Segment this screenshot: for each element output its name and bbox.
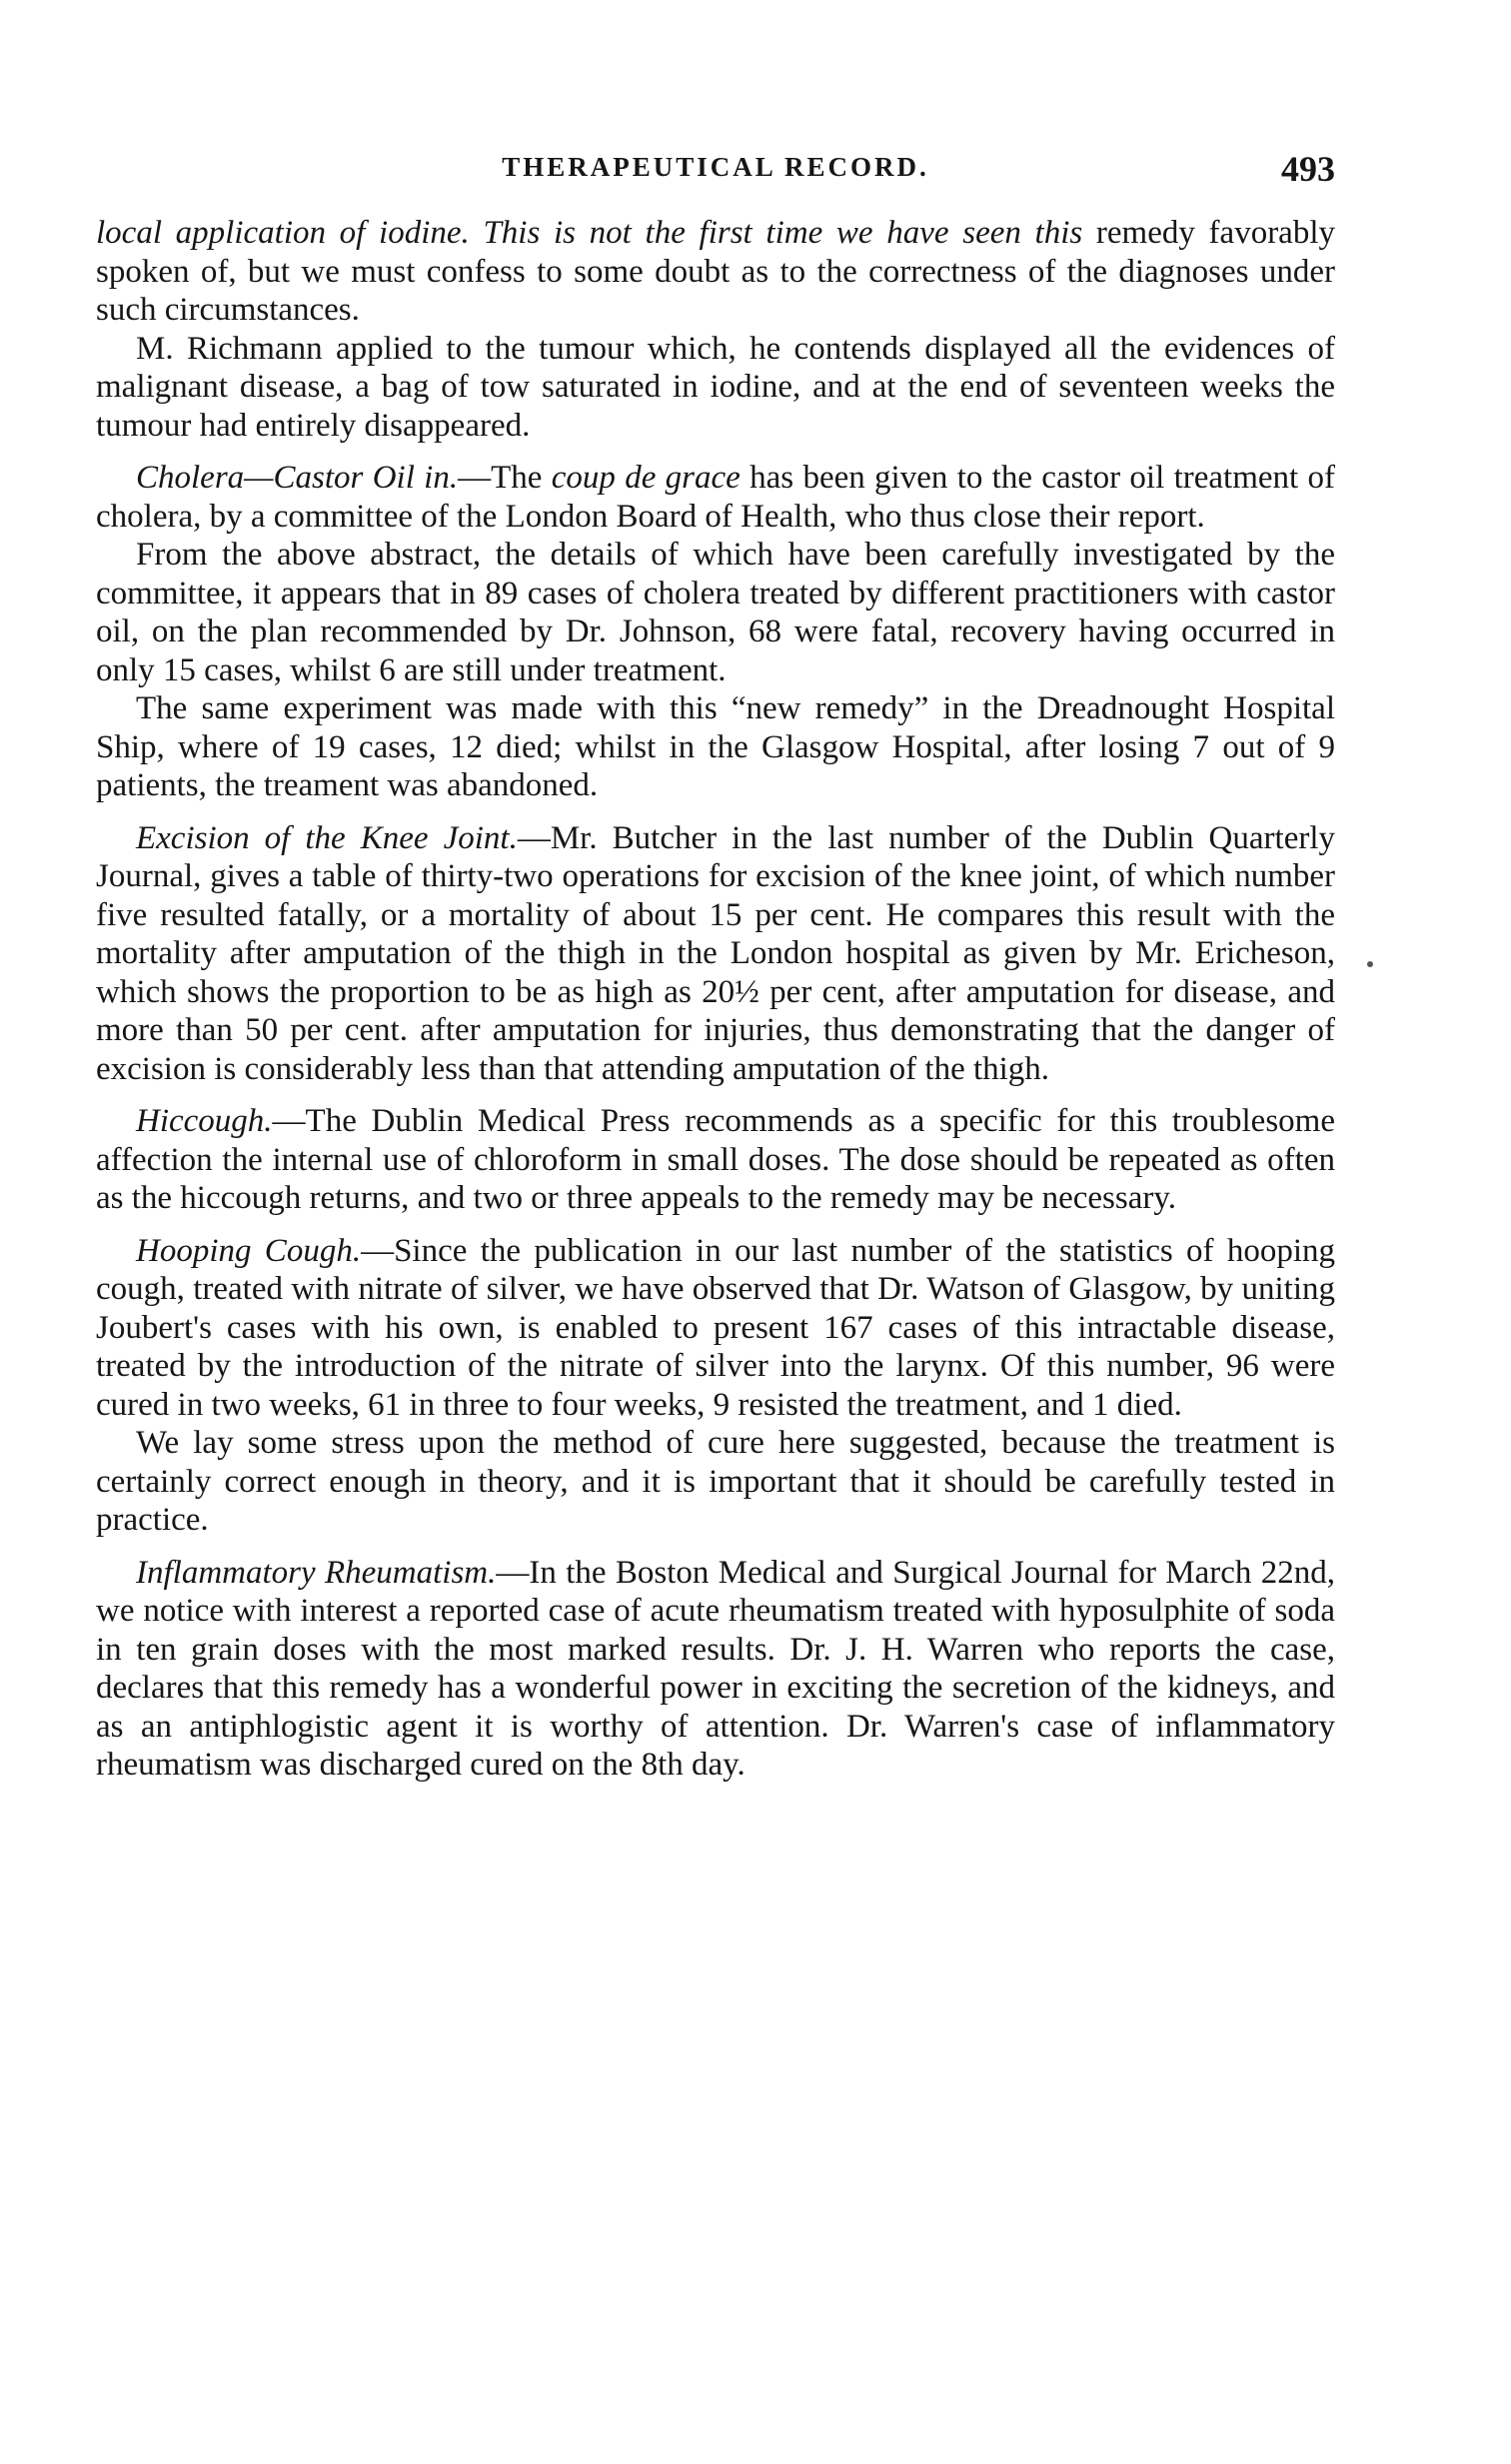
paragraph-rheumatism — [96, 1554, 1335, 1785]
cholera-heading: Cholera—Castor Oil in. — [136, 460, 459, 496]
hooping-heading: Hooping Cough. — [136, 1232, 362, 1269]
paragraph-hiccough — [96, 1102, 1335, 1218]
cholera-text: has been given to the castor oil treatment of cholera, by a committee of the London Board of Health, who thus close their report. — [96, 460, 1335, 535]
hiccough-text: —The Dublin Medical Press recommends as a specific for this troublesome affection the internal use of chloroform in small doses. The dose should be repeated as often as the hiccough returns, and two or three appeals to the remedy may be necessary. — [96, 1103, 1335, 1216]
rheumatism-heading: Inflammatory Rheumatism. — [136, 1554, 497, 1591]
paragraph-cholera-experiment — [96, 689, 1335, 805]
paragraph-knee-excision — [96, 819, 1335, 1089]
article-body — [96, 214, 1335, 1785]
cholera-abstract-text: From the above abstract, the details of which have been carefully investigated by the committee, it appears that in 89 cases of cholera treated by different practitioners with castor oil, on the plan recommended by Dr. Johnson, 68 were fatal, recovery having occurred in only 15 cases, whilst 6 are still under treatment. — [96, 537, 1335, 688]
paragraph-cholera-abstract — [96, 536, 1335, 689]
page-number: 493 — [1281, 149, 1335, 189]
cholera-dash: —The — [458, 460, 552, 496]
paragraph-hooping-cough — [96, 1232, 1335, 1425]
running-head — [96, 148, 1335, 188]
margin-dot — [1367, 961, 1373, 967]
knee-heading: Excision of the Knee Joint. — [136, 819, 518, 856]
paragraph-richmann — [96, 330, 1335, 446]
richmann-text: M. Richmann applied to the tumour which, he contends displayed all the evidences of malignant disease, a bag of tow saturated in iodine, and at the end of seventeen weeks the tumour had entirely disappeared. — [96, 330, 1335, 444]
hooping-stress-text: We lay some stress upon the method of cure here suggested, because the treatment is certainly correct enough in theory, and it is important that it should be carefully tested in practice. — [96, 1425, 1335, 1538]
hiccough-heading: Hiccough. — [136, 1103, 273, 1139]
paragraph-hooping-stress — [96, 1424, 1335, 1540]
cholera-experiment-text: The same experiment was made with this “new remedy” in the Dreadnought Hospital Ship, where of 19 cases, 12 died; whilst in the Glasgow Hospital, after losing 7 out of 9 patients, the treament was abandoned. — [96, 690, 1335, 803]
cholera-italic-phrase: coup de grace — [551, 460, 741, 496]
running-title: THERAPEUTICAL RECORD. — [502, 152, 929, 182]
hooping-text: —Since the publication in our last number of the statistics of hooping cough, treated with nitrate of silver, we have observed that Dr. Watson of Glasgow, by uniting Joubert's cases with his own, is enabled to present 167 cases of this intractable disease, treated by the introduction of the nitrate of silver into the larynx. Of this number, 96 were cured in two weeks, 61 in three to four weeks, 9 resisted the treatment, and 1 died. — [96, 1232, 1335, 1423]
paragraph-cholera — [96, 459, 1335, 536]
iodine-text: remedy favorably spoken of, but we must confess to some doubt as to the correctness of the diagnoses under such circumstances. — [96, 215, 1335, 328]
rheumatism-text: —In the Boston Medical and Surgical Journal for March 22nd, we notice with interest a reported case of acute rheumatism treated with hyposulphite of soda in ten grain doses with the most marked results. Dr. J. H. Warren who reports the case, declares that this remedy has a wonderful power in exciting the secretion of the kidneys, and as an antiphlogistic agent it is worthy of attention. Dr. Warren's case of inflammatory rheumatism was discharged cured on the 8th day. — [96, 1554, 1335, 1783]
knee-text: —Mr. Butcher in the last number of the Dublin Quarterly Journal, gives a table of thirty-two operations for excision of the knee joint, of which number five resulted fatally, or a mortality of about 15 per cent. He compares this result with the mortality after amputation of the thigh in the London hospital as given by Mr. Ericheson, which shows the proportion to be as high as 20½ per cent, after amputation for disease, and more than 50 per cent. after amputation for injuries, thus demonstrating that the danger of excision is considerably less than that attending amputation of the thigh. — [96, 819, 1335, 1087]
paragraph-iodine — [96, 214, 1335, 330]
iodine-italic-lead: local application of iodine. This is not the first time we have seen this — [96, 215, 1083, 251]
